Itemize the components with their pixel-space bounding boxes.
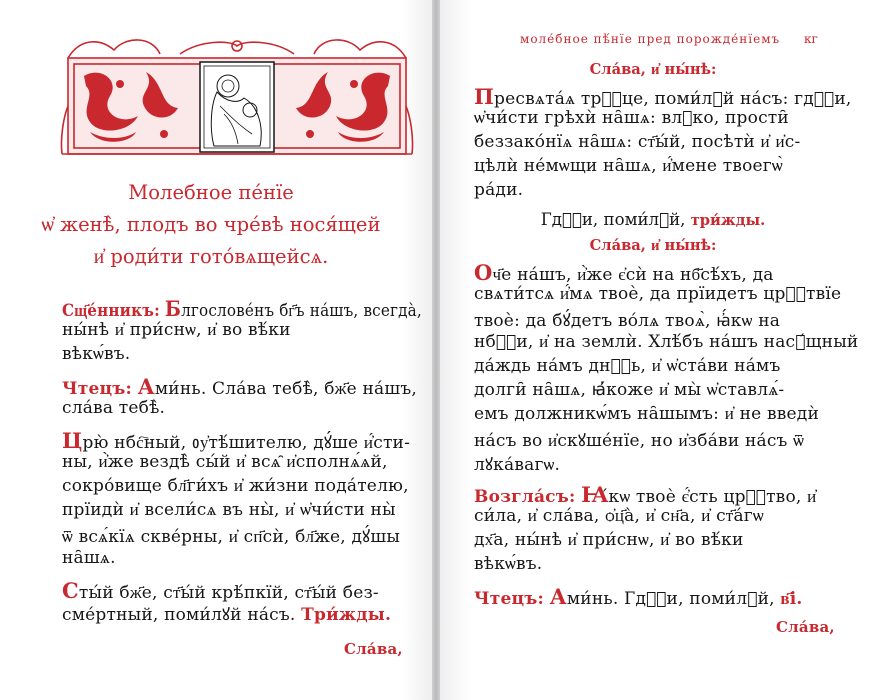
drop-initial: А (137, 374, 155, 399)
title-line-3: и҆ роди́ти гото́вѧщейсѧ. (93, 244, 329, 268)
catchword: Сла́ва, (776, 618, 835, 636)
theotokos-icon (200, 62, 274, 152)
trinity-prayer-line-4: цѣлѝ не́мѡщи на̑шѧ, и҆́мене твоегѡ̀ (474, 156, 783, 176)
lords-prayer-line-2: свѧти́тсѧ и҆́мѧ твоѐ, да прїидетъ црⷭ҇твїе (474, 284, 842, 304)
reader-amen-line-1: Чтецъ: Ами́нь. Сла́ва тебѣ̀, бж҃е на́шъ, (62, 374, 417, 399)
trinity-prayer-line-3: беззако́нїѧ на̑шѧ: ст҃ы́й, посѣтѝ и҆ и҆с- (474, 132, 801, 152)
lord-have-mercy-line: Гдⷭ҇и, поми́лꙋй, три́жды. (540, 210, 766, 230)
drop-initial: С (62, 578, 79, 603)
heavenly-king-line-1: Црю̀ нбс҇ный, ᲂу҆тѣ́шителю, дꙋ́ше и҆́сти- (62, 428, 411, 453)
rubric-label: Возгла́съ: (474, 487, 576, 507)
left-page (0, 0, 432, 700)
rubric-label: Чтецъ: (474, 589, 544, 609)
title-line-1: Молебное пе́нїе (128, 180, 294, 204)
catchword: Сла́ва, (344, 640, 403, 658)
right-page (440, 0, 876, 700)
drop-initial: Ꙗ (581, 482, 609, 507)
rubric-label: Сщ҃е́нникъ: (62, 301, 160, 321)
reader-amen-line: Чтецъ: Ами́нь. Гдⷭ҇и, поми́лꙋй, в҃і. (474, 584, 803, 609)
book-gutter (432, 0, 440, 700)
trisagion-line-2: сме́ртный, поми́лꙋй на́съ. Три́жды. (62, 605, 392, 625)
lords-prayer-line-5: да́ждь на́мъ днⷭ҇ь, и҆ ѡ҆ста́ви на́мъ (474, 356, 781, 376)
rubric-thrice: три́жды. (690, 211, 766, 229)
drop-initial: А (549, 584, 567, 609)
drop-initial: О (474, 260, 493, 285)
lords-prayer-line-3: твоѐ: да бꙋ́детъ во́лѧ твоѧ̀, ꙗ҆́кѡ на (474, 311, 781, 331)
lords-prayer-line-9: лꙋка́вагѡ. (474, 455, 561, 475)
heavenly-king-line-5: ѿ всѧ́кїѧ скве́рны, и҆ сп҃сѝ, бл҃же, дꙋ́шы (62, 527, 401, 547)
rubric-thrice: Три́жды. (301, 605, 392, 625)
lords-prayer-line-8: на́съ во и҆скꙋше́нїе, но и҆зба́ви на́съ ѿ (474, 431, 805, 451)
exclamation-line-1: Возгла́съ: Ꙗ́кѡ твоѐ є҆́сть црⷭ҇тво, и҆ (474, 482, 817, 507)
heavenly-king-line-4: прїидѝ и҆ всели́сѧ въ ны̀, и҆ ѡ҆чи́сти ны̀ (62, 500, 396, 520)
trinity-prayer-line-5: ра́ди. (474, 180, 524, 200)
drop-initial: Б (164, 296, 182, 321)
title-line-2: ѡ҆ женѣ̀, плодъ во чре́вѣ нося́щей (41, 212, 381, 236)
priest-blessing-line-1: Сщ҃е́нникъ: Блгослове́нъ бг҃ъ на́шъ, всегда̀, (62, 296, 422, 321)
rubric-twelve: в҃і. (780, 589, 803, 609)
heavenly-king-line-6: на̑шѧ. (62, 548, 116, 568)
lords-prayer-line-7: емъ должникѡ́мъ на̑шымъ: и҆ не введѝ (474, 404, 820, 424)
rubric-label: Чтецъ: (62, 379, 132, 399)
drop-initial: П (474, 84, 495, 109)
heavenly-king-line-3: сокро́вище бл҃ги́хъ и҆ жи́зни пода́телю, (62, 476, 409, 496)
trinity-prayer-line-1: Пресвѧта́ѧ трⷪ҇це, поми́лꙋй на́съ: гдⷭ҇и, (474, 84, 852, 109)
rubric-glory-2: Сла́ва, и҆ ны́нѣ: (589, 236, 717, 254)
ornamental-headpiece (60, 36, 414, 160)
trinity-prayer-line-2: ѡ҆чи́сти грѣхѝ на̑шѧ: влⷣко, прости̑ (474, 108, 789, 128)
priest-blessing-line-2: ны́нѣ и҆ при́снѡ, и҆ во вѣ́ки (62, 320, 291, 340)
lords-prayer-line-1: Оч҃е на́шъ, и҆̀же є҆сѝ на нб҃сѣ́хъ, да (474, 260, 774, 285)
heavenly-king-line-2: ны, и҆̀же вездѣ̀ сы́й и҆ всѧ̑ и҆сполнѧ́ѧй, (62, 452, 388, 472)
running-head: моле́бное пѣ́нїе пред порожде́нїемъ (520, 32, 781, 46)
exclamation-line-2: си́ла, и҆ сла́ва, ѻ҆ц҃а̀, и҆ сн҃а, и҆ ст҃а́гѡ (474, 506, 764, 526)
reader-amen-line-2: сла́ва тебѣ̀. (62, 398, 166, 418)
rubric-glory-1: Сла́ва, и҆ ны́нѣ: (589, 60, 717, 78)
priest-blessing-line-3: вѣкѡ́въ. (62, 344, 131, 364)
exclamation-line-4: вѣкѡ́въ. (474, 554, 543, 574)
lords-prayer-line-4: нбⷭ҇и, и҆ на землѝ. Хлѣ́бъ на́шъ насꙋ́щный (474, 332, 859, 352)
trisagion-line-1: Сты́й бж҃е, ст҃ы́й крѣ́пкїй, ст҃ы́й без- (62, 578, 379, 603)
page-number: кг (804, 32, 818, 46)
exclamation-line-3: дх҃а, ны́нѣ и҆ при́снѡ, и҆ во вѣ́ки (474, 530, 744, 550)
drop-initial: Ц (62, 428, 83, 453)
lords-prayer-line-6: долги̑ на̑шѧ, ꙗ҆́коже и҆ мы̀ ѡ҆ставлѧ́- (474, 380, 785, 400)
